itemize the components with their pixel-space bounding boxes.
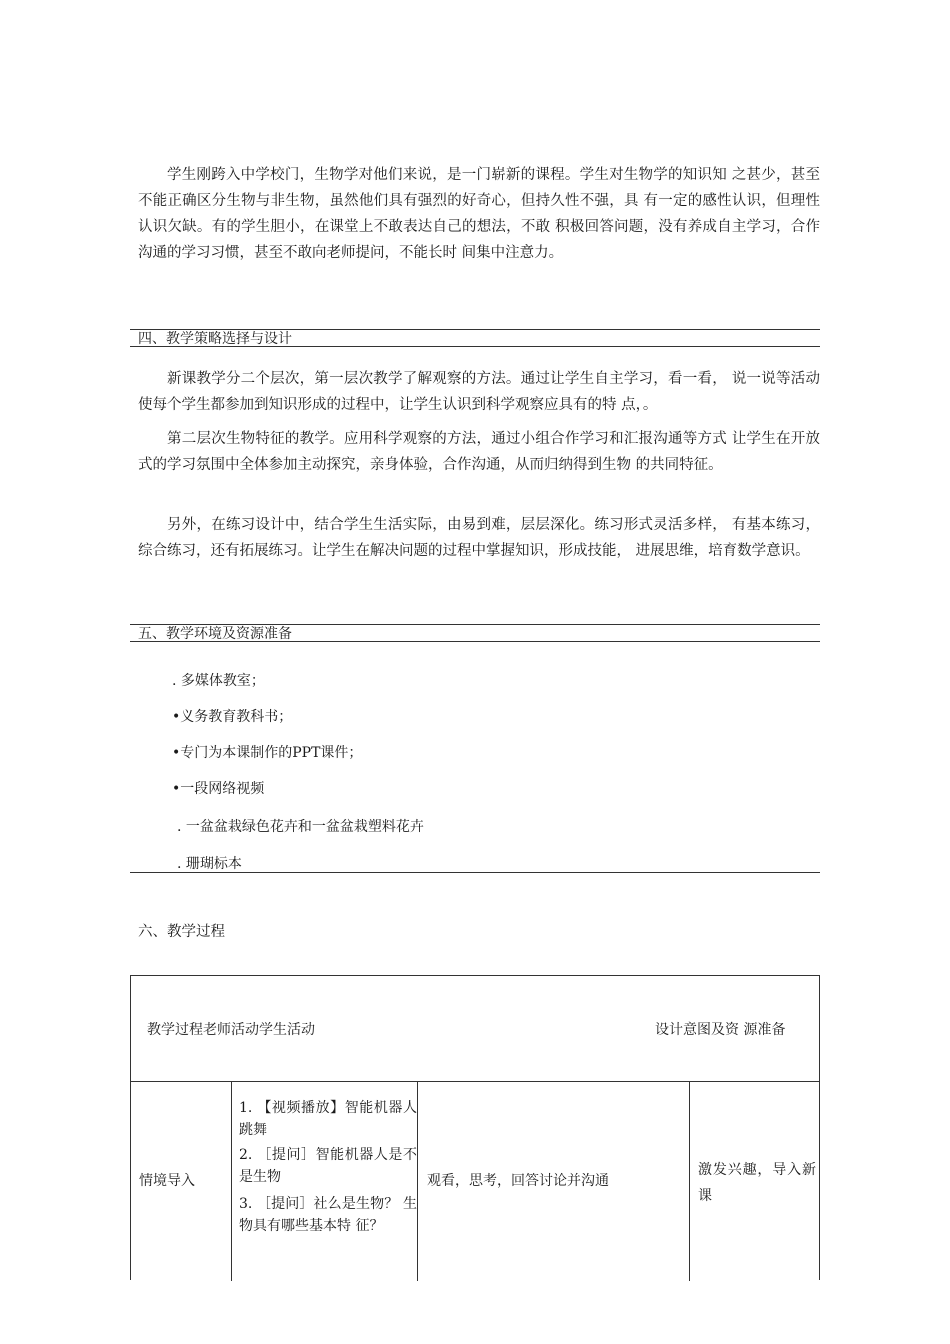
table-column-divider xyxy=(689,1081,690,1281)
table-cell-teacher-step-1: 1. 【视频播放】智能机器人跳舞 xyxy=(239,1100,417,1138)
section-4-paragraph-2: 第二层次生物特征的教学。应用科学观察的方法，通过小组合作学习和汇报沟通等方式 让学生在开放式的学习氛围中全体参加主动探究，亲身体验，合作沟通，从而归纳得到生物 的共同特征。 xyxy=(138,431,820,473)
table-cell-teacher-step-2: 2. ［提问］智能机器人是不是生物 xyxy=(239,1147,417,1185)
table-header-left: 教学过程老师活动学生活动 xyxy=(147,1022,315,1038)
section-5-bottom-rule xyxy=(130,872,820,873)
table-cell-student: 观看，思考，回答讨论并沟通 xyxy=(427,1173,609,1189)
section-5-heading xyxy=(130,624,820,642)
table-column-divider xyxy=(417,1081,418,1281)
section-4-paragraph-3: 另外，在练习设计中，结合学生生活实际，由易到难，层层深化。练习形式灵活多样， 有基本练习，综合练习，还有拓展练习。让学生在解决问题的过程中掌握知识，形成技能， 进展思维，培育数学意识。 xyxy=(138,517,820,559)
section-4-paragraph-1: 新课教学分二个层次，第一层次教学了解观察的方法。通过让学生自主学习，看一看， 说一说等活动使每个学生都参加到知识形成的过程中，让学生认识到科学观察应具有的特 点，。 xyxy=(138,371,820,413)
table-cell-stage: 情境导入 xyxy=(139,1173,195,1189)
resource-item: . 多媒体教室； xyxy=(172,673,265,689)
resource-item: . 珊瑚标本 xyxy=(177,856,242,872)
resource-item: . 一盆盆栽绿色花卉和一盆盆栽塑料花卉 xyxy=(177,819,424,835)
table-header-right: 设计意图及资 源准备 xyxy=(655,1022,786,1038)
intro-paragraph: 学生刚跨入中学校门，生物学对他们来说，是一门崭新的课程。学生对生物学的知识知 之甚少，甚至不能正确区分生物与非生物，虽然他们具有强烈的好奇心，但持久性不强，具 有一定的感性认识，但理性认识欠缺。有的学生胆小，在课堂上不敢表达自己的想法，不敢 积极回答问题，没有养成自主学习，合作沟通的学习习惯，甚至不敢向老师提问，不能长时 间集中注意力。 xyxy=(138,167,820,261)
table-column-divider xyxy=(231,1081,232,1281)
resource-item: •一段网络视频 xyxy=(172,781,265,797)
table-cell-intent: 激发兴趣，导入新课 xyxy=(698,1162,816,1204)
section-6-title: 六、教学过程 xyxy=(138,924,225,940)
section-4-heading xyxy=(130,329,820,347)
table-cell-teacher-step-3: 3. ［提问］社么是生物？ 生物具有哪些基本特 征？ xyxy=(239,1196,417,1234)
teaching-process-table xyxy=(130,975,820,1280)
section-5-title: 五、教学环境及资源准备 xyxy=(138,626,292,642)
resource-item: •义务教育教科书； xyxy=(172,709,293,725)
section-4-title: 四、教学策略选择与设计 xyxy=(138,331,292,347)
resource-item: •专门为本课制作的PPT课件； xyxy=(172,745,363,761)
table-row-divider xyxy=(131,1081,819,1082)
